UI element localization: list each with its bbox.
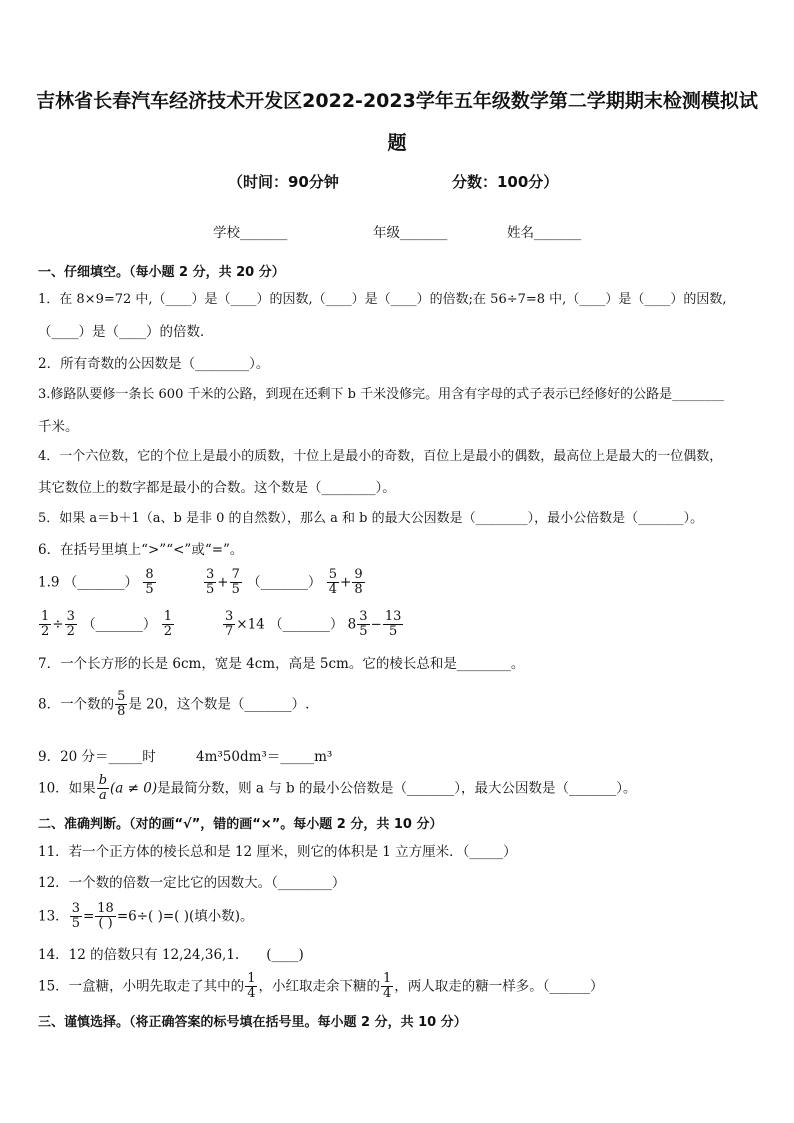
time-info: （时间：90分钟 [228, 173, 339, 191]
fraction: $\frac{1}{2}$ [41, 609, 50, 639]
answer-blank: （_______） [247, 574, 322, 591]
question-1-line2: （____）是（____）的倍数． [38, 324, 214, 340]
fraction: $\frac{5}{8}$ [117, 689, 126, 719]
question-11: 11．若一个正方体的棱长总和是 12 厘米，则它的体积是 1 立方厘米．（_____） [38, 844, 517, 860]
answer-blank: （_______） [63, 574, 139, 591]
exam-title-line1: 吉林省长春汽车经济技术开发区2022-2023学年五年级数学第二学期期末检测模拟试 [36, 90, 758, 112]
grade-field: 年级_______ [373, 225, 448, 241]
fraction: $\frac{13}{5}$ [384, 609, 402, 639]
answer-blank: （_______） [82, 616, 157, 633]
fraction: $\frac{8}{5}$ [145, 567, 154, 597]
answer-blank: （_______） [269, 616, 344, 633]
question-1-line1: 1．在 8×9=72 中,（____）是（____）的因数,（____）是（____）的倍数;在 56÷7=8 中,（____）是（____）的因数, [38, 292, 727, 307]
question-7: 7．一个长方形的长是 6cm，宽是 4cm，高是 5cm。它的棱长总和是________。 [38, 656, 525, 672]
question-4-line1: 4．一个六位数，它的个位上是最小的质数，十位上是最小的奇数，百位上是最小的偶数，最高位上是最大的一位偶数， [38, 449, 723, 464]
question-3-line2: 千米。 [38, 419, 79, 435]
score-info: 分数：100分） [452, 173, 559, 191]
fraction: $\frac{3}{5}$ [206, 567, 215, 597]
fraction: $\frac{9}{8}$ [354, 567, 363, 597]
name-field: 姓名_______ [507, 225, 582, 241]
question-8: 8．一个数的 $\frac{5}{8}$ 是 20，这个数是（_______）. [38, 689, 310, 719]
question-3-line1: 3.修路队要修一条长 600 千米的公路，到现在还剩下 b 千米没修完。用含有字母的式子表示已经修好的公路是________ [38, 387, 725, 402]
fraction: $\frac{1}{2}$ [163, 609, 172, 639]
question-6-row2-b: $\frac{3}{7}$ ×14 （_______） 8 $\frac{3}{5}$ − $\frac{13}{5}$ [225, 609, 402, 639]
fraction: $\frac{5}{4}$ [328, 567, 337, 597]
question-6-row2: $\frac{1}{2}$ ÷ $\frac{3}{2}$ （_______） $\frac{1}{2}$ [41, 609, 172, 639]
exam-title-line2: 题 [387, 132, 407, 154]
question-6-row1 [38, 568, 157, 604]
fraction: $\frac{1}{4}$ [382, 971, 392, 1001]
question-2: 2．所有奇数的公因数是（________）。 [38, 356, 270, 372]
question-9-a: 9．20 分＝_____时 [38, 749, 156, 765]
section1-heading: 一、仔细填空。（每小题 2 分，共 20 分） [38, 265, 285, 280]
fraction: $\frac{18}{( )}$ [97, 901, 114, 931]
section2-heading: 二、准确判断。（对的画“√”，错的画“×”。每小题 2 分，共 10 分） [38, 817, 443, 832]
question-15: 15．一盒糖，小明先取走了其中的 $\frac{1}{4}$ ，小红取走余下糖的 $\frac{1}{4}$ ，两人取走的糖一样多。（______） [38, 971, 604, 1001]
school-field: 学校_______ [213, 225, 288, 241]
question-9-b: 4m³50dm³＝_____m³ [196, 749, 333, 765]
fraction: $\frac{3}{7}$ [225, 609, 234, 639]
question-12: 12．一个数的倍数一定比它的因数大。（________） [38, 875, 346, 891]
question-5: 5．如果 a＝b＋1（a、b 是非 0 的自然数），那么 a 和 b 的最大公因数是（________），最小公倍数是（_______）。 [38, 511, 704, 526]
fraction: $\frac{b}{a}$ [98, 773, 108, 803]
fraction: $\frac{1}{4}$ [247, 971, 256, 1001]
fraction: $\frac{3}{5}$ [71, 901, 80, 931]
question-6-row1-b: $\frac{3}{5}$ + $\frac{7}{5}$ （_______） $\frac{5}{4}$ + $\frac{9}{8}$ [206, 567, 363, 597]
question-13: 13． $\frac{3}{5}$ = $\frac{18}{( )}$ =6÷( )=( )(填小数)。 [38, 901, 254, 931]
question-6: 6．在括号里填上“>”“<”或“=”。 [38, 542, 244, 558]
fraction: $\frac{3}{5}$ [359, 609, 368, 639]
q6-value-1-9: 1.9 [38, 574, 60, 591]
fraction: $\frac{7}{5}$ [231, 567, 240, 597]
question-10: 10．如果 $\frac{b}{a}$ (a ≠ 0)是最简分数，则 a 与 b 的最小公倍数是（_______），最大公因数是（_______）。 [38, 773, 637, 803]
question-4-line2: 其它数位上的数字都是最小的合数。这个数是（________）。 [38, 480, 396, 496]
question-14: 14．12 的倍数只有 12,24,36,1. (____) [38, 947, 304, 963]
section3-heading: 三、谨慎选择。（将正确答案的标号填在括号里。每小题 2 分，共 10 分） [38, 1015, 467, 1030]
fraction: $\frac{3}{2}$ [66, 609, 75, 639]
